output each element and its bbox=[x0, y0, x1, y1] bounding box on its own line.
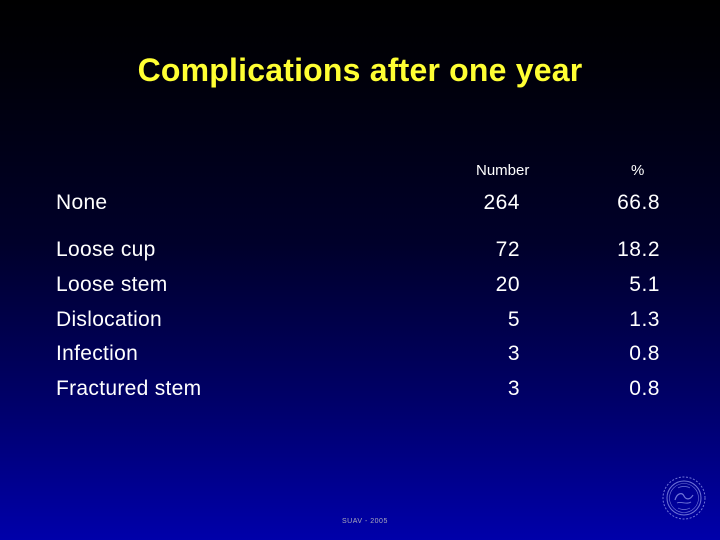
row-percent-infection: 0.8 bbox=[629, 342, 660, 365]
row-number-fractured-stem: 3 bbox=[507, 377, 520, 400]
row-number-dislocation: 5 bbox=[507, 308, 520, 331]
row-percent-loose-stem: 5.1 bbox=[629, 273, 660, 296]
row-label-dislocation: Dislocation bbox=[56, 308, 163, 331]
institution-seal-icon bbox=[660, 474, 708, 522]
row-number-infection: 3 bbox=[507, 342, 520, 365]
slide-title: Complications after one year bbox=[137, 52, 583, 88]
column-header-percent: % bbox=[631, 162, 645, 179]
column-header-number: Number bbox=[476, 162, 530, 179]
row-percent-fractured-stem: 0.8 bbox=[629, 377, 660, 400]
row-label-fractured-stem: Fractured stem bbox=[56, 377, 202, 400]
row-percent-none: 66.8 bbox=[617, 191, 660, 214]
row-label-loose-cup: Loose cup bbox=[56, 238, 156, 261]
row-label-infection: Infection bbox=[56, 342, 139, 365]
row-percent-dislocation: 1.3 bbox=[629, 308, 660, 331]
row-percent-loose-cup: 18.2 bbox=[617, 238, 660, 261]
row-number-loose-cup: 72 bbox=[495, 238, 520, 261]
row-label-none: None bbox=[56, 191, 108, 214]
row-number-loose-stem: 20 bbox=[495, 273, 520, 296]
footer-text: SUAV - 2005 bbox=[342, 518, 388, 525]
row-label-loose-stem: Loose stem bbox=[56, 273, 168, 296]
row-number-none: 264 bbox=[483, 191, 520, 214]
